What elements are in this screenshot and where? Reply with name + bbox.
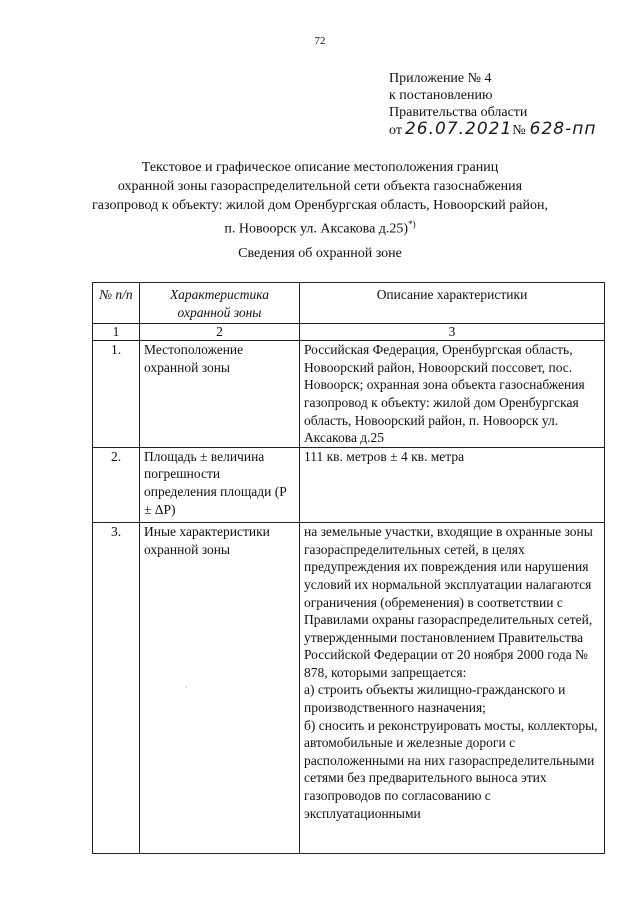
appendix-government: Правительства области (389, 105, 528, 120)
row-description: Российская Федерация, Оренбургская область, Новоорский район, Новоорский поссовет, пос. Новоорск; охранная зона объекта газоснабжения газопровод к объекту: жилой дом Оренбургская область, Новоорский район, п. Новоорск ул. Аксакова д.25 (300, 341, 605, 448)
page-number: 72 (314, 35, 326, 47)
column-number: 1 (93, 324, 140, 341)
header-description: Описание характеристики (300, 283, 605, 324)
handwritten-number: 628-пп (529, 119, 597, 139)
column-number-row (93, 324, 605, 341)
table-header-row (93, 283, 605, 324)
header-characteristic: Характеристика охранной зоны (140, 283, 300, 324)
title-line-3: газопровод к объекту: жилой дом Оренбургская область, Новоорский район, (92, 198, 548, 213)
date-prefix: от (389, 123, 402, 138)
column-number: 3 (300, 324, 605, 341)
number-prefix: № (512, 123, 526, 138)
appendix-date-line (389, 121, 629, 139)
row-characteristic: Иные характеристики охранной зоны (140, 523, 300, 854)
row-characteristic: Местоположение охранной зоны (140, 341, 300, 448)
title-line-4 (70, 215, 570, 239)
header-num: № п/п (93, 283, 140, 324)
row-number: 1. (93, 341, 140, 448)
title-line-1: Текстовое и графическое описание местоположения границ (141, 160, 499, 175)
row-description: на земельные участки, входящие в охранные зоны газораспределительных сетей, в целях предупреждения их повреждения или нарушения условий их нормальной эксплуатации налагаются ограничения (обременения) в соответствии с Правилами охраны газораспределительных сетей, утвержденными постановлением Правительства Российской Федерации от 20 ноября 2000 года № 878, которыми запрещается: (304, 524, 593, 680)
document-title (70, 158, 570, 239)
footnote-mark: *) (408, 219, 416, 229)
title-line-4-text: п. Новоорск ул. Аксакова д.25) (224, 221, 409, 237)
scan-speck: · (185, 683, 188, 692)
row-number: 2. (93, 447, 140, 522)
table-row (93, 341, 605, 448)
appendix-title: Приложение № 4 (389, 71, 492, 86)
title-line-2: охранной зоны газораспределительной сети объекта газоснабжения (117, 179, 523, 194)
section-title: Сведения об охранной зоне (238, 246, 402, 261)
restriction-item-b: б) сносить и реконструировать мосты, коллекторы, автомобильные и железные дороги с расположенными на них газораспределительными сетями без предварительного выноса этих газопроводов по согласованию с эксплуатационными (304, 717, 598, 821)
row-characteristic: Площадь ± величина погрешности определения площади (P ± ΔP) (140, 447, 300, 522)
row-number: 3. (93, 523, 140, 854)
appendix-block (389, 70, 629, 139)
table-row (93, 523, 605, 854)
restriction-item-a: а) строить объекты жилищно-гражданского и производственного назначения; (304, 682, 566, 716)
row-description: 111 кв. метров ± 4 кв. метра (300, 447, 605, 522)
handwritten-date: 26.07.2021 (404, 119, 513, 139)
column-number: 2 (140, 324, 300, 341)
table-row (93, 447, 605, 522)
row-description-cell (300, 523, 605, 854)
protection-zone-table (92, 282, 605, 854)
appendix-resolution-ref: к постановлению (389, 88, 493, 103)
